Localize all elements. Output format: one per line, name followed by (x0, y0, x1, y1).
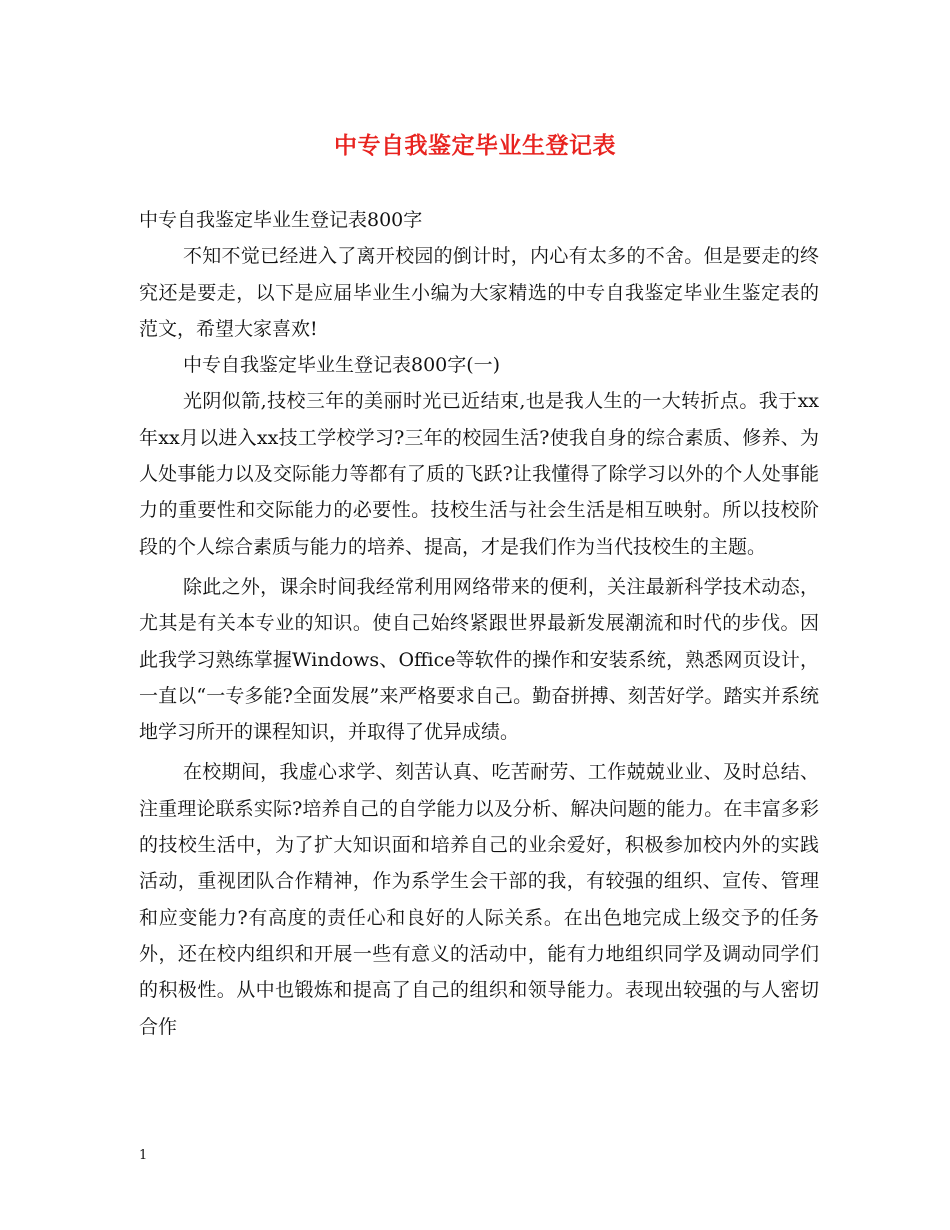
body-paragraph-1: 光阴似箭,技校三年的美丽时光已近结束,也是我人生的一大转折点。我于xx年xx月以进入xx技工学校学习?三年的校园生活?使我自身的综合素质、修养、为人处事能力以及交际能力等都有了质的飞跃?让我懂得了除学习以外的个人处事能力的重要性和交际能力的必要性。技校生活与社会生活是相互映射。所以技校阶段的个人综合素质与能力的培养、提高，才是我们作为当代技校生的主题。 (139, 390, 819, 558)
body-paragraph-3: 在校期间，我虚心求学、刻苦认真、吃苦耐劳、工作兢兢业业、及时总结、注重理论联系实际?培养自己的自学能力以及分析、解决问题的能力。在丰富多彩的技校生活中，为了扩大知识面和培养自己的业余爱好，积极参加校内外的实践活动，重视团队合作精神，作为系学生会干部的我，有较强的组织、宣传、管理和应变能力?有高度的责任心和良好的人际关系。在出色地完成上级交予的任务外，还在校内组织和开展一些有意义的活动中，能有力地组织同学及调动同学们的积极性。从中也锻炼和提高了自己的组织和领导能力。表现出较强的与人密切合作 (139, 761, 819, 1038)
document-body (139, 202, 819, 1045)
section-heading: 中专自我鉴定毕业生登记表800字(一) (183, 354, 501, 377)
body-paragraph-2: 除此之外，课余时间我经常利用网络带来的便利，关注最新科学技术动态，尤其是有关本专业的知识。使自己始终紧跟世界最新发展潮流和时代的步伐。因此我学习熟练掌握Windows、Office等软件的操作和安装系统，熟悉网页设计，一直以“一专多能?全面发展”来严格要求自己。勤奋拼搏、刻苦好学。踏实并系统地学习所开的课程知识，并取得了优异成绩。 (139, 575, 819, 744)
page-number: 1 (139, 1148, 148, 1163)
intro-paragraph: 不知不觉已经进入了离开校园的倒计时，内心有太多的不舍。但是要走的终究还是要走，以下是应届毕业生小编为大家精选的中专自我鉴定毕业生鉴定表的范文，希望大家喜欢! (139, 245, 819, 340)
page-title: 中专自我鉴定毕业生登记表 (334, 132, 616, 159)
subtitle-line: 中专自我鉴定毕业生登记表800字 (139, 209, 423, 231)
